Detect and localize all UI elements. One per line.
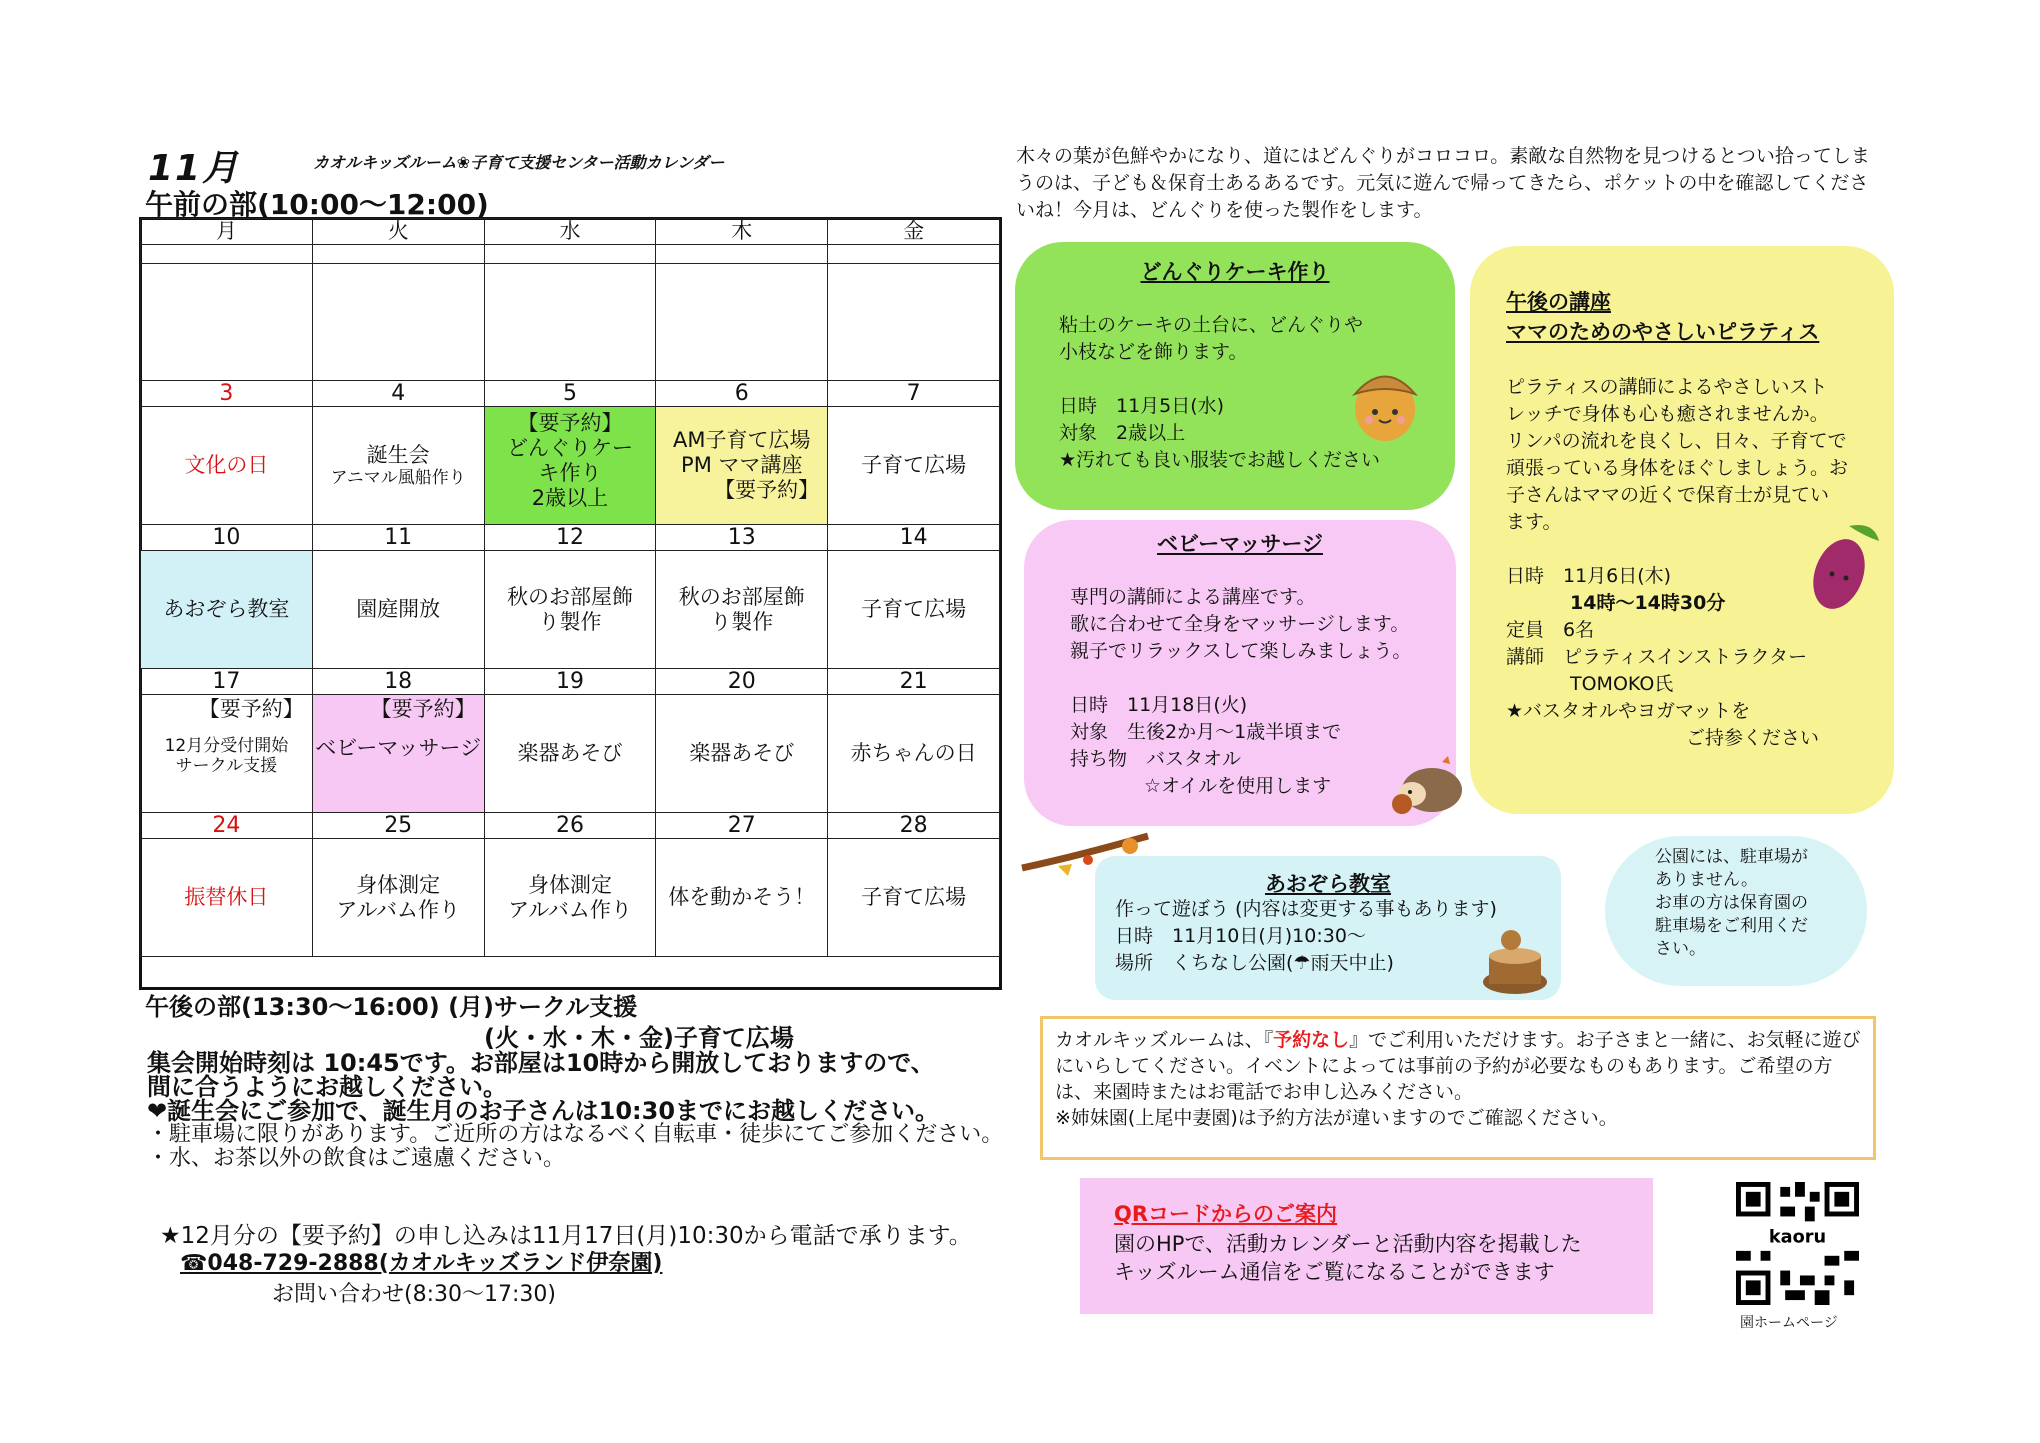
hedgehog-icon (1382, 754, 1472, 818)
event-aozora: あおぞら教室 (141, 551, 313, 669)
acorn-icon (1345, 354, 1425, 444)
event-birthday: 誕生会 アニマル風船作り (312, 407, 484, 525)
event-instrument-play: 楽器あそび (484, 695, 656, 813)
aozora-classroom-box: あおぞら教室 作って遊ぼう (内容は変更する事もあります) 日時 11月10日(月)10:30～ 場所 くちなし公園(☂雨天中止) (1095, 856, 1561, 1000)
event-december-reception: 【要予約】 12月分受付開始 サークル支援 (141, 695, 313, 813)
date-19: 19 (484, 669, 656, 695)
afternoon-session-days: (火・水・木・金)子育て広場 (484, 1024, 794, 1052)
afternoon-session-title: 午後の部(13:30～16:00) (月)サークル支援 (145, 993, 638, 1021)
reservation-notice: カオルキッズルームは、『予約なし』でご利用いただけます。お子さまと一緒に、お気軽に遊びにいらしてください。イベントによっては事前の予約が必要なものもあります。ご希望の方は、来園時またはお電話でお申し込みください。 ※姉妹園(上尾中妻園)は予約方法が違いますのでご確認ください。 (1040, 1016, 1876, 1160)
phone-number[interactable]: ☎048-729-2888(カオルキッズランド伊奈園) (180, 1251, 663, 1276)
event-donguri-cake: 【要予約】 どんぐりケーキ作り 2歳以上 (484, 407, 656, 525)
qr-info-title: QRコードからのご案内 (1114, 1202, 1338, 1226)
qr-info-box: QRコードからのご案内 園のHPで、活動カレンダーと活動内容を掲載した キッズルーム通信をご覧になることができます (1080, 1178, 1653, 1314)
date-4: 4 (312, 381, 484, 407)
date-10: 10 (141, 525, 313, 551)
qr-code-label: 園ホームページ (1740, 1315, 1838, 1331)
date-3: 3 (141, 381, 313, 407)
date-6: 6 (656, 381, 828, 407)
date-21: 21 (828, 669, 1000, 695)
date-14: 14 (828, 525, 1000, 551)
squirrel-stump-icon (1475, 920, 1555, 996)
event-baby-massage: 【要予約】 ベビーマッサージ (312, 695, 484, 813)
month-title: 11月 (148, 148, 241, 189)
date-5: 5 (484, 381, 656, 407)
baby-massage-box: ベビーマッサージ 専門の講師による講座です。 歌に合わせて全身をマッサージします。 親子でリラックスして楽しみましょう。 日時 11月18日(火) 対象 生後2か月～1歳半頃まで 持ち物 バスタオル ☆オイルを使用します (1024, 520, 1456, 826)
no-reservation-emphasis: 予約なし (1273, 1029, 1350, 1051)
event-body-measurement: 身体測定 アルバム作り (484, 839, 656, 957)
pilates-box: 午後の講座 ママのためのやさしいピラティス ピラティスの講師によるやさしいスト レッチで身体も心も癒されませんか。 リンパの流れを良くし、日々、子育てで 頑張っている身体をほぐしましょう。お 子さんはママの近くで保育士が見てい ます。 日時 11月6日(木) 14時～14時30分 定員 6名 講師 ピラティスインストラクター TOMOKO氏 ★バスタオルやヨガマットを ご持参ください (1470, 246, 1894, 814)
date-11: 11 (312, 525, 484, 551)
date-13: 13 (656, 525, 828, 551)
event-am-pm-course: AM子育て広場 PM ママ講座 【要予約】 (656, 407, 828, 525)
event-garden-open: 園庭開放 (312, 551, 484, 669)
qr-code-text: kaoru (1768, 1227, 1827, 1248)
parking-note-bubble: 公園には、駐車場が ありません。 お車の方は保育園の 駐車場をご利用くだ さい。 (1605, 836, 1867, 986)
donguri-cake-box: どんぐりケーキ作り 粘土のケーキの土台に、どんぐりや 小枝などを飾ります。 日時 11月5日(水) 対象 2歳以上 ★汚れても良い服装でお越しください (1015, 242, 1455, 510)
day-header-fri: 金 (828, 219, 1000, 245)
date-7: 7 (828, 381, 1000, 407)
event-autumn-decor: 秋のお部屋飾り製作 (484, 551, 656, 669)
date-17: 17 (141, 669, 313, 695)
date-12: 12 (484, 525, 656, 551)
inquiry-hours: お問い合わせ(8:30～17:30) (272, 1282, 556, 1307)
qr-code-icon[interactable] (1736, 1182, 1859, 1305)
event-substitute-holiday: 振替休日 (141, 839, 313, 957)
date-20: 20 (656, 669, 828, 695)
date-18: 18 (312, 669, 484, 695)
event-autumn-decor: 秋のお部屋飾り製作 (656, 551, 828, 669)
day-header-mon: 月 (141, 219, 313, 245)
date-28: 28 (828, 813, 1000, 839)
intro-text: 木々の葉が色鮮やかになり、道にはどんぐりがコロコロ。素敵な自然物を見つけるとつい拾ってしまうのは、子ども＆保育士あるあるです。元気に遊んで帰ってきたら、ポケットの中を確認してくださいね！今月は、どんぐりを使った製作をします。 (1016, 145, 1870, 221)
sweet-potato-icon (1804, 516, 1884, 616)
day-header-tue: 火 (312, 219, 484, 245)
date-27: 27 (656, 813, 828, 839)
event-kosodate-hiroba: 子育て広場 (828, 551, 1000, 669)
event-baby-day: 赤ちゃんの日 (828, 695, 1000, 813)
event-culture-day: 文化の日 (141, 407, 313, 525)
event-kosodate-hiroba: 子育て広場 (828, 407, 1000, 525)
calendar-table (139, 217, 1002, 990)
event-body-measurement: 身体測定 アルバム作り (312, 839, 484, 957)
december-application-note: ★12月分の【要予約】の申し込みは11月17日(月)10:30から電話で承ります。 (160, 1223, 972, 1249)
day-header-wed: 水 (484, 219, 656, 245)
date-25: 25 (312, 813, 484, 839)
event-kosodate-hiroba: 子育て広場 (828, 839, 1000, 957)
calendar-subtitle: カオルキッズルーム❀子育て支援センター活動カレンダー (313, 153, 725, 172)
date-24: 24 (141, 813, 313, 839)
date-26: 26 (484, 813, 656, 839)
notes-block: 集会開始時刻は 10:45です。お部屋は10時から開放しておりますので、 間に合うようにお越しください。 ❤誕生会にご参加で、誕生月のお子さんは10:30までにお越しください。 ・駐車場に限りがあります。ご近所の方はなるべく自転車・徒歩にてご参加ください。 ・水、お茶以外の飲食はご遠慮ください。 (147, 1049, 1004, 1171)
morning-session-title: 午前の部(10:00～12:00) (145, 188, 489, 221)
event-exercise: 体を動かそう！ (656, 839, 828, 957)
day-header-thu: 木 (656, 219, 828, 245)
event-instrument-play: 楽器あそび (656, 695, 828, 813)
